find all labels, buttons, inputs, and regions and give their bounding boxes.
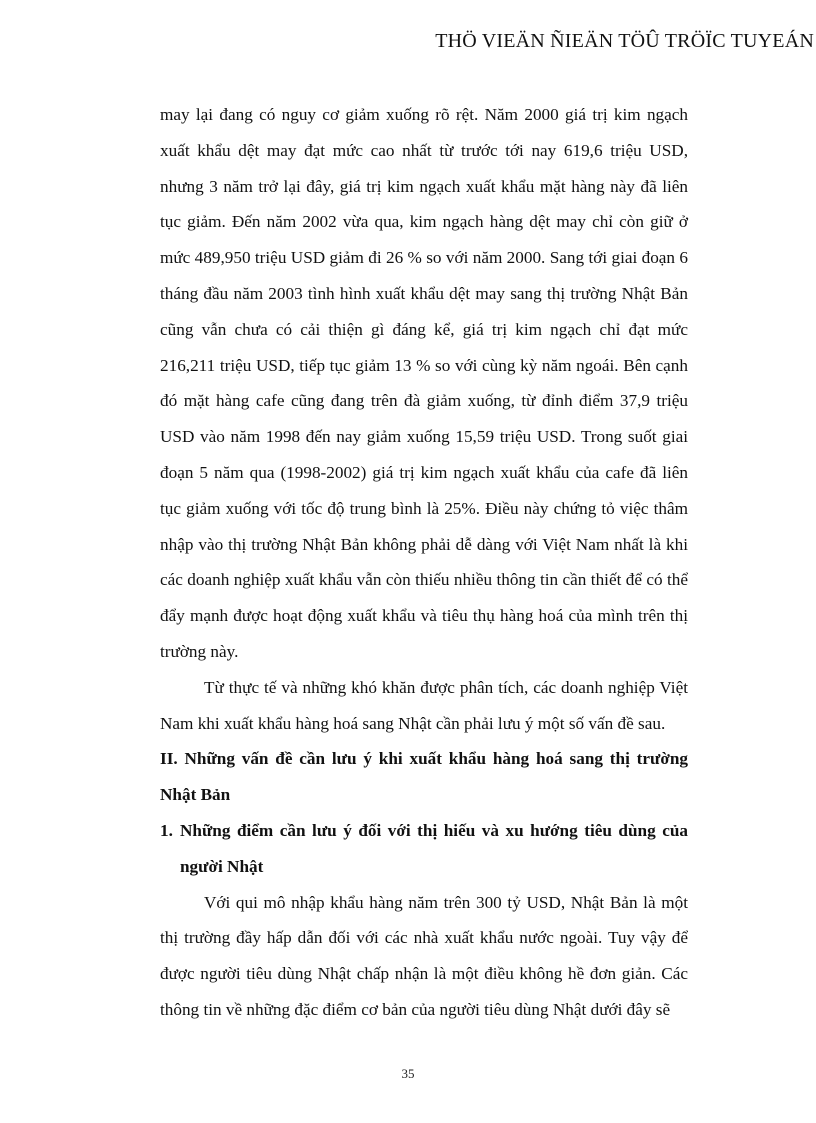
page-header: THÖ VIEÄN ÑIEÄN TÖÛ TRÖÏC TUYEÁN (435, 30, 814, 52)
subsection-heading (160, 813, 688, 885)
paragraph-textile-coffee-exports: may lại đang có nguy cơ giảm xuống rõ rệt. Năm 2000 giá trị kim ngạch xuất khẩu dệt may đạt mức cao nhất từ trước tới nay 619,6 triệu USD, nhưng 3 năm trở lại đây, giá trị kim ngạch xuất khẩu mặt hàng này đã liên tục giảm. Đến năm 2002 vừa qua, kim ngạch hàng dệt may chỉ còn giữ ở mức 489,950 triệu USD giảm đi 26 % so với năm 2000. Sang tới giai đoạn 6 tháng đầu năm 2003 tình hình xuất khẩu dệt may sang thị trường Nhật Bản cũng vẫn chưa có cải thiện gì đáng kể, giá trị kim ngạch chỉ đạt mức 216,211 triệu USD, tiếp tục giảm 13 % so với cùng kỳ năm ngoái. Bên cạnh đó mặt hàng cafe cũng đang trên đà giảm xuống, từ đỉnh điểm 37,9 triệu USD vào năm 1998 đến nay giảm xuống 15,59 triệu USD. Trong suốt giai đoạn 5 năm qua (1998-2002) giá trị kim ngạch xuất khẩu của cafe đã liên tục giảm xuống với tốc độ trung bình là 25%. Điều này chứng tỏ việc thâm nhập vào thị trường Nhật Bản không phải dễ dàng với Việt Nam nhất là khi các doanh nghiệp xuất khẩu vẫn còn thiếu nhiều thông tin cần thiết để có thể đẩy mạnh được hoạt động xuất khẩu và tiêu thụ hàng hoá của mình trên thị trường này. (160, 105, 688, 661)
page-number: 35 (401, 1066, 415, 1081)
paragraph-conclusion: Từ thực tế và những khó khăn được phân tích, các doanh nghiệp Việt Nam khi xuất khẩu hàng hoá sang Nhật cần phải lưu ý một số vấn đề sau. (160, 677, 688, 733)
paragraph-japan-market: Với qui mô nhập khẩu hàng năm trên 300 tỷ USD, Nhật Bản là một thị trường đầy hấp dẫn đối với các nhà xuất khẩu nước ngoài. Tuy vậy để được người tiêu dùng Nhật chấp nhận là một điều không hề đơn giản. Các thông tin về những đặc điểm cơ bản của người tiêu dùng Nhật dưới đây sẽ (160, 892, 688, 1019)
section-heading: II. Những vấn đề cần lưu ý khi xuất khẩu hàng hoá sang thị trường Nhật Bản (160, 749, 688, 805)
subsection-title: Những điểm cần lưu ý đối với thị hiếu và xu hướng tiêu dùng của người Nhật (180, 820, 688, 876)
document-body (160, 97, 688, 1028)
subsection-number: 1. (160, 820, 173, 840)
